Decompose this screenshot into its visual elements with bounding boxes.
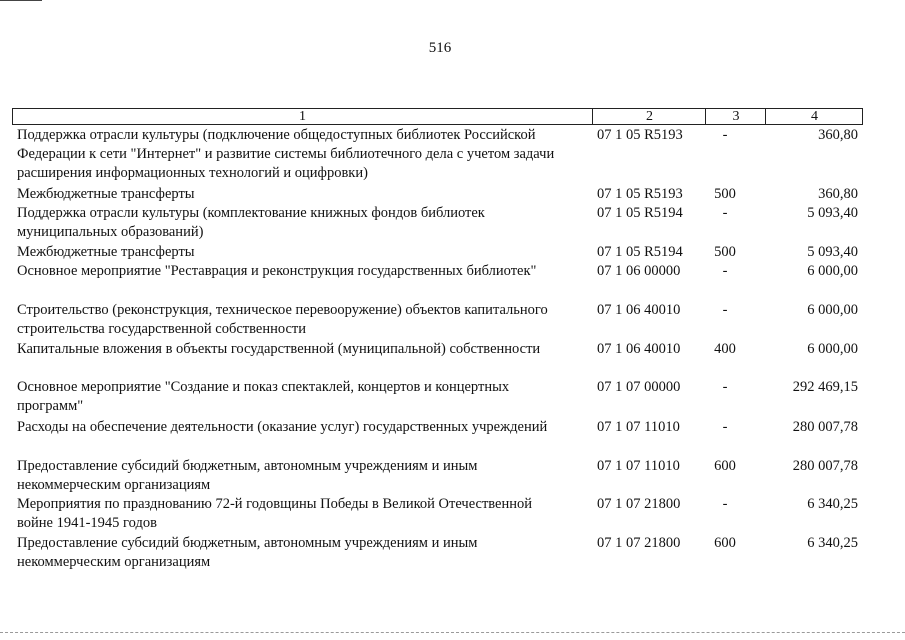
row-code: 07 1 06 00000 [597, 263, 681, 279]
row-code: 07 1 06 40010 [597, 341, 681, 357]
row-name-line: Мероприятия по празднованию 72-й годовщины Победы в Великой Отечественной [17, 496, 533, 512]
row-name-line: Основное мероприятие "Создание и показ спектаклей, концертов и концертных [17, 379, 510, 395]
row-name-line: Капитальные вложения в объекты государственной (муниципальной) собственности [17, 341, 541, 357]
row-name [17, 495, 589, 533]
row-amount: 280 007,78 [792, 419, 858, 435]
row-amount: 292 469,15 [792, 379, 858, 395]
row-name-line: Межбюджетные трансферты [17, 244, 195, 260]
row-name-line: строительства государственной собственности [17, 321, 306, 337]
column-header-2: 2 [592, 109, 706, 124]
row-amount: 6 340,25 [807, 535, 858, 551]
row-type: - [722, 379, 728, 395]
row-name [17, 418, 589, 437]
row-name-line: Межбюджетные трансферты [17, 186, 195, 202]
row-name-line: Федерации к сети "Интернет" и развитие системы библиотечного дела с учетом задачи [17, 146, 555, 162]
row-name [17, 378, 589, 416]
column-header-1: 1 [299, 109, 306, 124]
row-amount: 360,80 [818, 186, 858, 202]
row-type: - [722, 205, 728, 221]
row-code: 07 1 05 R5193 [597, 127, 683, 143]
row-amount: 6 000,00 [807, 341, 858, 357]
row-name [17, 457, 589, 495]
row-code: 07 1 07 21800 [597, 496, 681, 512]
row-type: - [722, 496, 728, 512]
row-type: 500 [714, 244, 736, 260]
row-name-line: Предоставление субсидий бюджетным, автономным учреждениям и иным [17, 458, 478, 474]
row-type: - [722, 127, 728, 143]
row-name-line: Предоставление субсидий бюджетным, автономным учреждениям и иным [17, 535, 478, 551]
row-name [17, 126, 589, 183]
row-name [17, 185, 589, 204]
row-name-line: Строительство (реконструкция, техническое перевооружение) объектов капитального [17, 302, 548, 318]
row-name-line: муниципальных образований) [17, 224, 204, 240]
row-name [17, 204, 589, 242]
row-name [17, 243, 589, 262]
row-name-line: Основное мероприятие "Реставрация и реконструкция государственных библиотек" [17, 263, 537, 279]
scan-edge-bottom [0, 632, 905, 633]
row-type: 600 [714, 535, 736, 551]
row-name-line: программ" [17, 398, 84, 414]
row-code: 07 1 05 R5194 [597, 244, 683, 260]
row-code: 07 1 05 R5194 [597, 205, 683, 221]
row-amount: 5 093,40 [807, 244, 858, 260]
row-name-line: войне 1941-1945 годов [17, 515, 157, 531]
row-name [17, 301, 589, 339]
row-amount: 280 007,78 [792, 458, 858, 474]
row-amount: 6 340,25 [807, 496, 858, 512]
row-type: - [722, 263, 728, 279]
row-amount: 5 093,40 [807, 205, 858, 221]
row-amount: 6 000,00 [807, 263, 858, 279]
row-name-line: Поддержка отрасли культуры (подключение общедоступных библиотек Российской [17, 127, 536, 143]
row-code: 07 1 07 21800 [597, 535, 681, 551]
row-code: 07 1 07 11010 [597, 458, 680, 474]
row-name-line: некоммерческим организациям [17, 554, 211, 570]
row-name [17, 340, 589, 359]
row-type: 500 [714, 186, 736, 202]
row-code: 07 1 07 11010 [597, 419, 680, 435]
row-name [17, 534, 589, 572]
row-type: 600 [714, 458, 736, 474]
row-amount: 360,80 [818, 127, 858, 143]
row-type: 400 [714, 341, 736, 357]
row-type: - [722, 419, 728, 435]
row-type: - [722, 302, 728, 318]
row-name-line: Поддержка отрасли культуры (комплектование книжных фондов библиотек [17, 205, 485, 221]
row-code: 07 1 06 40010 [597, 302, 681, 318]
page-number: 516 [428, 40, 452, 56]
column-header-4: 4 [765, 109, 863, 124]
row-code: 07 1 05 R5193 [597, 186, 683, 202]
row-name-line: некоммерческим организациям [17, 477, 211, 493]
row-amount: 6 000,00 [807, 302, 858, 318]
column-header-3: 3 [705, 109, 766, 124]
row-name-line: Расходы на обеспечение деятельности (оказание услуг) государственных учреждений [17, 419, 548, 435]
row-name [17, 262, 589, 281]
row-name-line: расширения информационных технологий и оцифровки) [17, 165, 368, 181]
row-code: 07 1 07 00000 [597, 379, 681, 395]
